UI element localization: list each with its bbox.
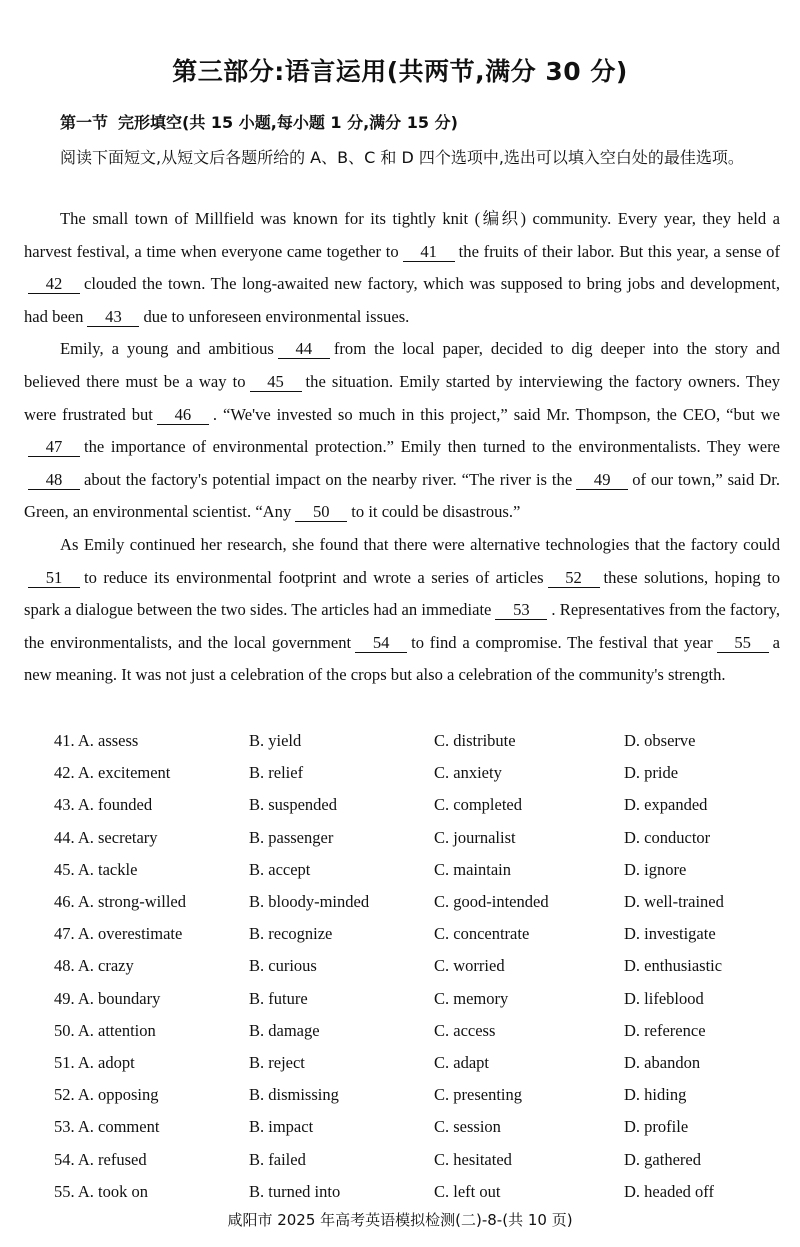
- paragraph-1: [24, 203, 780, 333]
- option-b: B. accept: [249, 859, 311, 879]
- option-a: 43. A. founded: [54, 795, 153, 815]
- option-row-55: [54, 1176, 774, 1208]
- option-b: B. future: [249, 988, 308, 1008]
- option-a: 55. A. took on: [54, 1181, 148, 1201]
- option-d: D. hiding: [624, 1085, 687, 1105]
- passage-text: to find a compromise. The festival that year: [411, 632, 713, 652]
- option-d: D. gathered: [624, 1149, 701, 1169]
- option-d: D. well-trained: [624, 892, 724, 912]
- passage-text: the importance of environmental protection.” Emily then turned to the environmentalists. They were: [84, 437, 780, 457]
- option-c: C. access: [434, 1020, 496, 1040]
- option-c: C. distribute: [434, 731, 516, 751]
- passage-text: Emily, a young and ambitious: [60, 339, 274, 359]
- instructions: 阅读下面短文,从短文后各题所给的 A、B、C 和 D 四个选项中,选出可以填入空白处的最佳选项。: [60, 148, 744, 167]
- option-a: 51. A. adopt: [54, 1052, 135, 1072]
- option-d: D. pride: [624, 763, 679, 783]
- option-row-46: [54, 886, 774, 918]
- option-a: 41. A. assess: [54, 731, 139, 751]
- passage: [24, 203, 780, 692]
- option-row-43: [54, 789, 774, 821]
- option-d: D. profile: [624, 1117, 689, 1137]
- page-footer: 咸阳市 2025 年高考英语模拟检测(二)-8-(共 10 页): [227, 1211, 573, 1229]
- option-c: C. presenting: [434, 1085, 522, 1105]
- option-row-49: [54, 983, 774, 1015]
- option-d: D. lifeblood: [624, 988, 704, 1008]
- blank-41: 41: [403, 243, 455, 262]
- option-row-42: [54, 757, 774, 789]
- option-d: D. ignore: [624, 859, 687, 879]
- passage-text: of our town,” said Dr. Green, an environmental scientist. “Any: [24, 469, 780, 522]
- option-row-51: [54, 1047, 774, 1079]
- passage-text: these solutions, hoping to spark a dialogue between the two sides. The articles had an immediate: [24, 567, 780, 620]
- passage-text: about the factory's potential impact on the nearby river. “The river is the: [84, 469, 573, 489]
- option-c: C. session: [434, 1117, 501, 1137]
- option-a: 47. A. overestimate: [54, 924, 183, 944]
- blank-52: 52: [548, 569, 600, 588]
- passage-text: to reduce its environmental footprint and wrote a series of articles: [84, 567, 544, 587]
- option-b: B. passenger: [249, 827, 334, 847]
- option-b: B. turned into: [249, 1181, 341, 1201]
- passage-text: clouded the town. The long-awaited new factory, which was supposed to bring jobs and development, had been: [24, 274, 780, 326]
- passage-text: from the local paper, decided to dig deeper into the story and believed there must be a way to: [24, 339, 780, 391]
- option-d: D. abandon: [624, 1052, 701, 1072]
- option-c: C. left out: [434, 1181, 501, 1201]
- passage-text: . “We've invested so much in this project,” said Mr. Thompson, the CEO, “but we: [212, 404, 780, 424]
- blank-46: 46: [157, 406, 209, 425]
- option-c: C. completed: [434, 795, 522, 815]
- option-c: C. memory: [434, 988, 509, 1008]
- passage-text: The small town of Millfield was known for its tightly knit (编织) community. Every year, they held a harvest festival, a time when everyone came together to: [24, 209, 780, 261]
- paragraph-3: [24, 529, 780, 692]
- option-row-47: [54, 918, 774, 950]
- page-title: 第三部分:语言运用(共两节,满分 30 分): [172, 57, 628, 86]
- option-c: C. good-intended: [434, 892, 549, 912]
- option-d: D. conductor: [624, 827, 711, 847]
- passage-text: the fruits of their labor. But this year, a sense of: [458, 241, 780, 261]
- passage-text: due to unforeseen environmental issues.: [143, 306, 410, 326]
- blank-50: 50: [295, 503, 347, 522]
- blank-55: 55: [717, 634, 769, 653]
- option-row-53: [54, 1111, 774, 1143]
- option-d: D. reference: [624, 1020, 706, 1040]
- option-a: 49. A. boundary: [54, 988, 161, 1008]
- option-b: B. suspended: [249, 795, 337, 815]
- option-row-50: [54, 1015, 774, 1047]
- section-label: 第一节: [60, 113, 109, 132]
- option-c: C. maintain: [434, 859, 511, 879]
- blank-43: 43: [87, 308, 139, 327]
- passage-text: As Emily continued her research, she found that there were alternative technologies that the factory could: [60, 534, 780, 554]
- option-b: B. dismissing: [249, 1085, 339, 1105]
- blank-48: 48: [28, 471, 80, 490]
- option-b: B. bloody-minded: [249, 892, 370, 912]
- option-b: B. reject: [249, 1052, 305, 1072]
- option-b: B. recognize: [249, 924, 333, 944]
- option-row-41: [54, 725, 774, 757]
- blank-44: 44: [278, 340, 330, 359]
- paragraph-2: [24, 333, 780, 529]
- blank-49: 49: [576, 471, 628, 490]
- blank-42: 42: [28, 275, 80, 294]
- option-a: 42. A. excitement: [54, 763, 171, 783]
- option-c: C. journalist: [434, 827, 516, 847]
- option-b: B. impact: [249, 1117, 314, 1137]
- option-d: D. enthusiastic: [624, 956, 723, 976]
- option-row-48: [54, 950, 774, 982]
- section-heading: [60, 110, 458, 133]
- option-c: C. adapt: [434, 1052, 489, 1072]
- option-a: 48. A. crazy: [54, 956, 134, 976]
- option-a: 52. A. opposing: [54, 1085, 159, 1105]
- option-a: 54. A. refused: [54, 1149, 147, 1169]
- option-a: 53. A. comment: [54, 1117, 160, 1137]
- option-c: C. worried: [434, 956, 505, 976]
- option-d: D. observe: [624, 731, 696, 751]
- option-b: B. curious: [249, 956, 317, 976]
- option-d: D. headed off: [624, 1181, 714, 1201]
- option-a: 44. A. secretary: [54, 827, 158, 847]
- option-b: B. failed: [249, 1149, 306, 1169]
- option-row-52: [54, 1079, 774, 1111]
- option-row-45: [54, 854, 774, 886]
- blank-53: 53: [495, 601, 547, 620]
- option-c: C. concentrate: [434, 924, 530, 944]
- option-d: D. expanded: [624, 795, 708, 815]
- passage-text: a new meaning. It was not just a celebration of the crops but also a celebration of the community's strength.: [24, 632, 780, 685]
- option-row-54: [54, 1143, 774, 1175]
- option-a: 50. A. attention: [54, 1020, 156, 1040]
- blank-47: 47: [28, 438, 80, 457]
- blank-54: 54: [355, 634, 407, 653]
- option-b: B. damage: [249, 1020, 320, 1040]
- blank-51: 51: [28, 569, 80, 588]
- blank-45: 45: [250, 373, 302, 392]
- option-a: 45. A. tackle: [54, 859, 138, 879]
- options-table: [54, 725, 774, 1208]
- option-a: 46. A. strong-willed: [54, 892, 186, 912]
- section-name: 完形填空(共 15 小题,每小题 1 分,满分 15 分): [118, 113, 458, 132]
- passage-text: . Representatives from the factory, the environmentalists, and the local government: [24, 600, 780, 652]
- option-c: C. hesitated: [434, 1149, 512, 1169]
- option-d: D. investigate: [624, 924, 716, 944]
- option-c: C. anxiety: [434, 763, 502, 783]
- option-b: B. yield: [249, 731, 302, 751]
- option-row-44: [54, 822, 774, 854]
- option-b: B. relief: [249, 763, 304, 783]
- passage-text: to it could be disastrous.”: [351, 502, 521, 522]
- passage-text: the situation. Emily started by interviewing the factory owners. They were frustrated but: [24, 371, 780, 424]
